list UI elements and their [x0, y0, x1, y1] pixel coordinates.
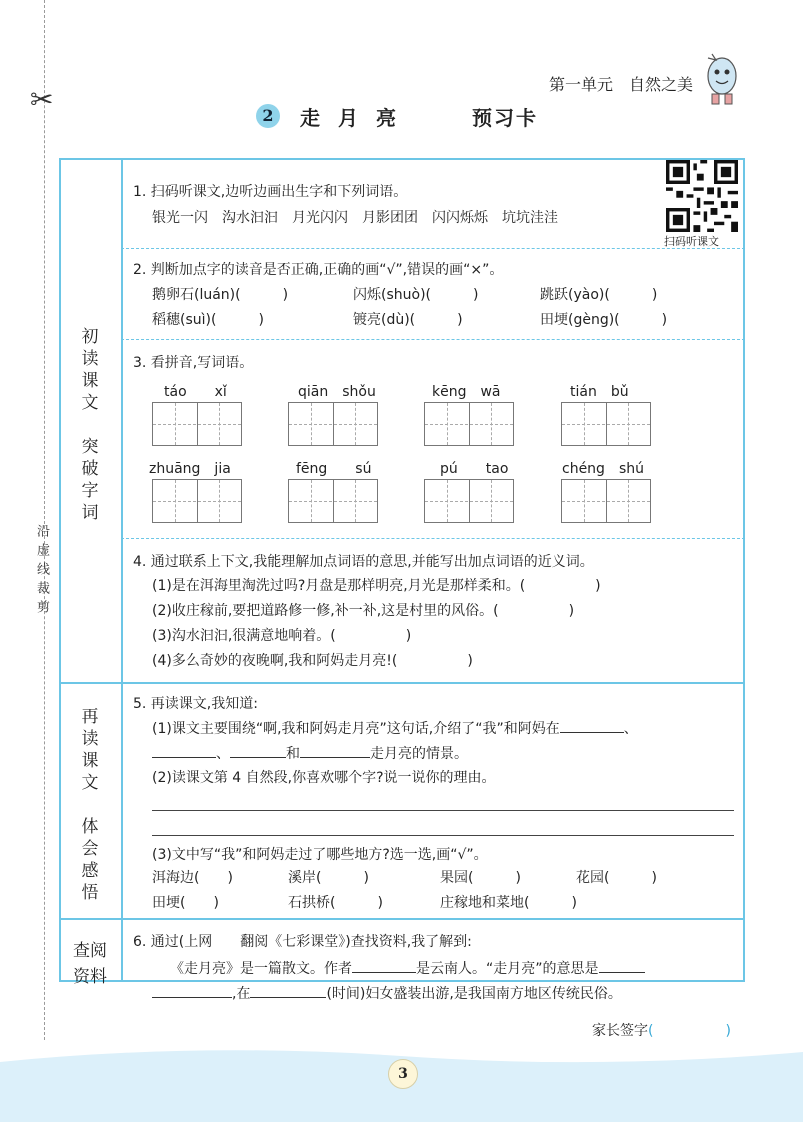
answer-line[interactable]	[152, 810, 734, 811]
q3-title: 3. 看拼音,写词语。	[133, 355, 254, 371]
q4-title: 4. 通过联系上下文,我能理解加点词语的意思,并能写出加点词语的近义词。	[133, 554, 594, 570]
answer-blank[interactable]	[152, 743, 216, 758]
q6-line1	[170, 958, 645, 979]
pinyin-label: pú tao	[440, 461, 509, 477]
qr-label: 扫码听课文	[664, 235, 719, 248]
parent-signature[interactable]	[592, 1020, 731, 1040]
writing-grid[interactable]	[288, 479, 378, 523]
pinyin-label: tián bǔ	[570, 384, 629, 400]
q5-title: 5. 再读课文,我知道:	[133, 696, 258, 712]
q4-item: (4)多么奇妙的夜晚啊,我和阿妈走月亮!( )	[152, 653, 473, 669]
q1-words: 银光一闪 沟水汩汩 月光闪闪 月影团团 闪闪烁烁 坑坑洼洼	[152, 210, 558, 226]
cut-line	[44, 0, 45, 1040]
place-option: 溪岸( )	[288, 870, 369, 886]
q5-part1-line2	[152, 743, 468, 764]
q2-item: 稻穗(suì)( )	[152, 312, 264, 328]
q5-part1-line1	[152, 718, 638, 739]
qr-code-icon	[666, 160, 738, 232]
q2-item: 田埂(gèng)( )	[540, 312, 668, 328]
question-divider	[121, 339, 745, 340]
section-label-second-read: 再 读 课 文 体 会 感 悟	[81, 707, 99, 903]
writing-grid[interactable]	[561, 402, 651, 446]
pinyin-label: qiān shǒu	[298, 384, 376, 400]
writing-grid[interactable]	[152, 402, 242, 446]
q6-title: 6. 通过(上网 翻阅《七彩课堂》)查找资料,我了解到:	[133, 934, 472, 950]
cut-instruction: 沿虚线裁剪	[34, 524, 49, 619]
question-divider	[121, 248, 745, 249]
q6-text: 《走月亮》是一篇散文。作者	[170, 961, 352, 977]
page-number: 3	[388, 1059, 418, 1089]
place-option: 田埂( )	[152, 895, 219, 911]
place-option: 花园( )	[576, 870, 657, 886]
pinyin-label: fēng sú	[296, 461, 372, 477]
place-option: 石拱桥( )	[288, 895, 383, 911]
answer-blank[interactable]	[230, 743, 286, 758]
q5-and: 和	[286, 746, 300, 762]
lesson-number: 2	[256, 104, 280, 128]
q2-item: 镀亮(dù)( )	[353, 312, 463, 328]
q5-part3: (3)文中写“我”和阿妈走过了哪些地方?选一选,画“√”。	[152, 847, 488, 863]
section-divider-vertical	[121, 158, 123, 982]
pinyin-label: zhuāng jia	[149, 461, 231, 477]
q2-item: 闪烁(shuò)( )	[353, 287, 479, 303]
answer-blank[interactable]	[300, 743, 370, 758]
q6-text: (时间)妇女盛装出游,是我国南方地区传统民俗。	[326, 986, 622, 1002]
scissors-icon: ✂	[30, 83, 54, 116]
section-divider	[59, 918, 745, 920]
writing-grid[interactable]	[561, 479, 651, 523]
answer-blank[interactable]	[560, 718, 624, 733]
q6-line2	[152, 983, 622, 1004]
section-label-first-read: 初 读 课 文 突 破 字 词	[81, 327, 99, 523]
q2-title: 2. 判断加点字的读音是否正确,正确的画“√”,错误的画“×”。	[133, 262, 504, 278]
question-divider	[121, 538, 745, 539]
q4-item: (1)是在洱海里淘洗过吗?月盘是那样明亮,月光是那样柔和。( )	[152, 578, 601, 594]
pinyin-label: kēng wā	[432, 384, 501, 400]
signature-paren-close: )	[725, 1023, 731, 1039]
writing-grid[interactable]	[152, 479, 242, 523]
signature-paren-open: (	[648, 1023, 654, 1039]
lesson-title: 走月亮	[300, 106, 414, 130]
answer-blank[interactable]	[152, 983, 232, 998]
card-title: 预习卡	[472, 106, 538, 130]
answer-blank[interactable]	[599, 958, 645, 973]
pinyin-label: táo xǐ	[164, 384, 227, 400]
q5-part2: (2)读课文第 4 自然段,你喜欢哪个字?说一说你的理由。	[152, 770, 496, 786]
q4-item: (3)沟水汩汩,很满意地响着。( )	[152, 628, 412, 644]
q6-text: ,在	[232, 986, 251, 1002]
place-option: 果园( )	[440, 870, 521, 886]
section-label-research: 查阅 资料	[73, 941, 107, 987]
section-divider	[59, 682, 745, 684]
q2-item: 鹅卵石(luán)( )	[152, 287, 289, 303]
signature-label: 家长签字	[592, 1023, 648, 1039]
writing-grid[interactable]	[424, 479, 514, 523]
mascot-icon	[702, 50, 742, 108]
writing-grid[interactable]	[424, 402, 514, 446]
answer-blank[interactable]	[250, 983, 326, 998]
writing-grid[interactable]	[288, 402, 378, 446]
q1-title: 1. 扫码听课文,边听边画出生字和下列词语。	[133, 184, 408, 200]
pinyin-label: chéng shú	[562, 461, 644, 477]
answer-blank[interactable]	[352, 958, 416, 973]
q6-text: 是云南人。“走月亮”的意思是	[416, 961, 599, 977]
q2-item: 跳跃(yào)( )	[540, 287, 658, 303]
answer-line[interactable]	[152, 835, 734, 836]
place-option: 庄稼地和菜地( )	[440, 895, 577, 911]
q5-separator: 、	[623, 721, 638, 737]
q5-separator: 、	[216, 746, 230, 762]
q5-part1-end: 走月亮的情景。	[370, 746, 468, 762]
unit-title: 第一单元 自然之美	[548, 75, 693, 94]
place-option: 洱海边( )	[152, 870, 233, 886]
q5-part1-text: (1)课文主要围绕“啊,我和阿妈走月亮”这句话,介绍了“我”和阿妈在	[152, 721, 560, 737]
q4-item: (2)收庄稼前,要把道路修一修,补一补,这是村里的风俗。( )	[152, 603, 575, 619]
